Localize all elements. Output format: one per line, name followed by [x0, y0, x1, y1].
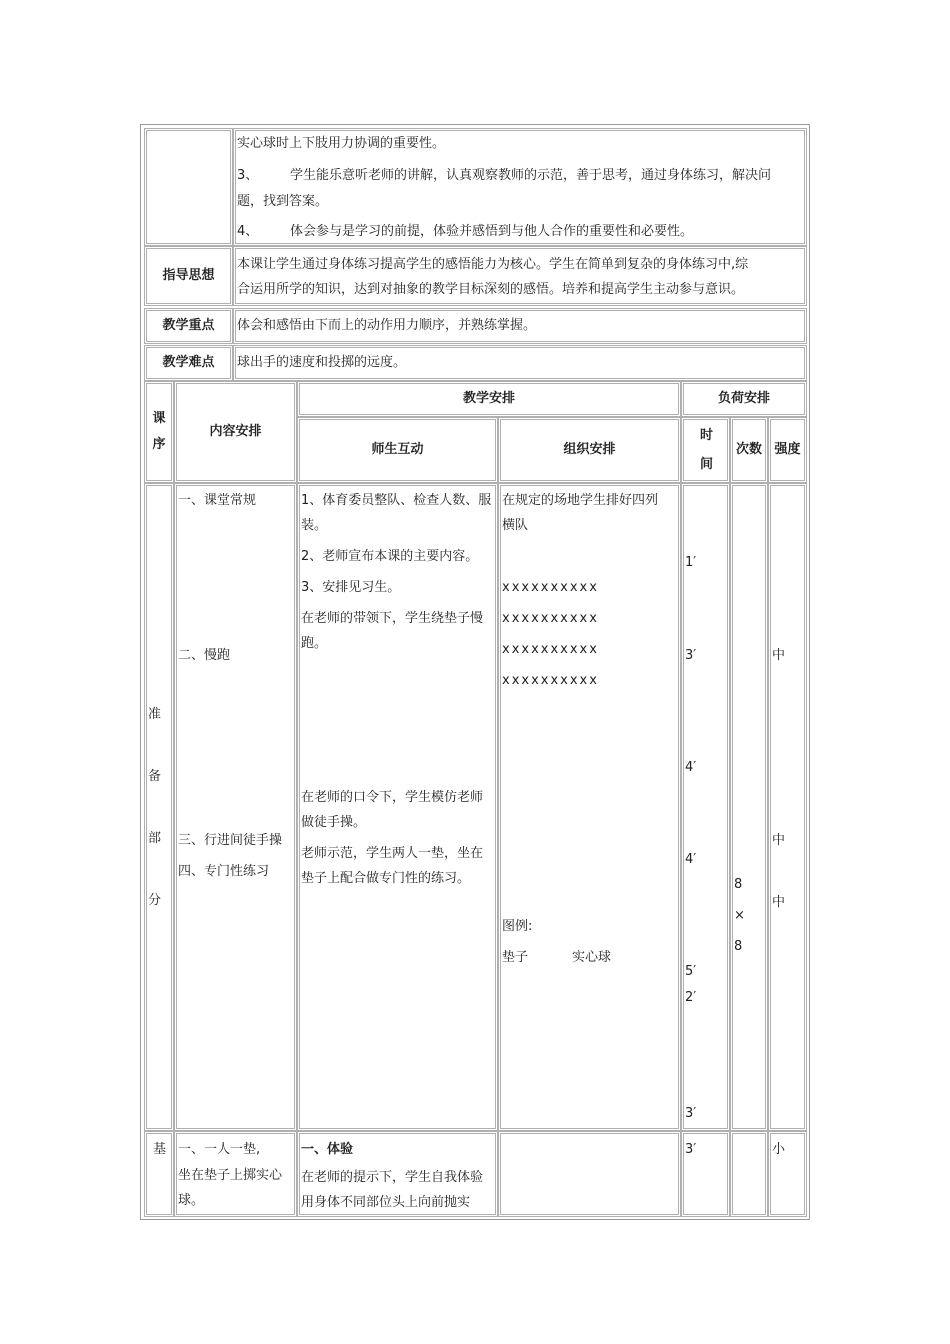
prep-time-7: 3′	[685, 1106, 697, 1121]
difficulty-cell	[233, 345, 807, 381]
prep-interaction-cell	[297, 483, 498, 1131]
prep-time-cell	[681, 483, 730, 1131]
prep-interaction-1b: 装。	[301, 518, 328, 533]
basic-organization-cell	[498, 1131, 681, 1217]
basic-content-2: 坐在垫子上掷实心	[178, 1168, 283, 1183]
prep-interaction-3: 3、安排见习生。	[301, 580, 401, 595]
basic-content-3: 球。	[178, 1193, 205, 1208]
prep-time-5: 5′	[685, 964, 697, 979]
objective-4-number: 4、	[237, 224, 259, 239]
teaching-header: 教学安排	[297, 381, 681, 417]
prep-char-2: 备	[148, 769, 162, 784]
guiding-label: 指导思想	[144, 246, 233, 306]
basic-section-cell	[144, 1131, 174, 1217]
prep-count-1: 8	[734, 877, 743, 892]
objective-3-number: 3、	[237, 168, 259, 183]
lesson-plan-table	[140, 124, 810, 1220]
legend-label: 图例:	[502, 919, 533, 934]
prep-interaction-1a: 1、体育委员整队、检查人数、服	[301, 493, 492, 508]
prep-interaction-2: 2、老师宣布本课的主要内容。	[301, 549, 479, 564]
objective-3-text-cont: 题，找到答案。	[237, 194, 329, 209]
basic-time-1: 3′	[685, 1142, 697, 1157]
prep-interaction-6b: 垫子上配合做专门性的练习。	[301, 871, 471, 886]
legend-ball: 实心球	[572, 950, 612, 965]
time-header	[681, 417, 730, 483]
prep-count-2: ×	[734, 908, 745, 923]
objective-4-text: 体会参与是学习的前提，体验并感悟到与他人合作的重要性和必要性。	[290, 224, 694, 239]
basic-interaction-2: 用身体不同部位头上向前抛实	[301, 1195, 471, 1210]
basic-content-1: 一、一人一垫,	[178, 1142, 261, 1157]
load-header: 负荷安排	[681, 381, 807, 417]
objectives-cell	[233, 128, 807, 246]
prep-char-1: 准	[148, 707, 162, 722]
prep-content-3: 三、行进间徒手操	[178, 833, 283, 848]
key-point-label: 教学重点	[144, 308, 233, 344]
prep-organization-cell	[498, 483, 681, 1131]
prep-content-2: 二、慢跑	[178, 648, 231, 663]
basic-char-1: 基	[153, 1142, 167, 1157]
prep-interaction-5b: 做徒手操。	[301, 815, 367, 830]
key-point-cell	[233, 308, 807, 344]
legend-mat: 垫子	[502, 950, 529, 965]
guiding-line-1: 本课让学生通过身体练习提高学生的感悟能力为核心。学生在简单到复杂的身体练习中,综	[237, 257, 749, 272]
objectives-label-cell	[144, 128, 233, 246]
prep-organization-1a: 在规定的场地学生排好四列	[502, 493, 659, 508]
formation-row-4: xxxxxxxxxx	[502, 673, 599, 688]
basic-time-cell	[681, 1131, 730, 1217]
formation-row-3: xxxxxxxxxx	[502, 642, 599, 657]
prep-intensity-cell	[768, 483, 807, 1131]
prep-intensity-2: 中	[772, 833, 786, 848]
order-header: 课序	[144, 381, 174, 483]
intensity-header: 强度	[768, 417, 807, 483]
count-header: 次数	[730, 417, 768, 483]
prep-interaction-6a: 老师示范，学生两人一垫，坐在	[301, 846, 484, 861]
basic-interaction-title: 一、体验	[301, 1142, 354, 1157]
time-header-1: 时	[700, 428, 714, 443]
basic-count-cell	[730, 1131, 768, 1217]
basic-content-cell	[174, 1131, 297, 1217]
prep-interaction-5a: 在老师的口令下，学生模仿老师	[301, 790, 484, 805]
content-header: 内容安排	[174, 381, 297, 483]
prep-count-cell	[730, 483, 768, 1131]
prep-char-4: 分	[148, 893, 162, 908]
prep-time-1: 1′	[685, 555, 697, 570]
basic-intensity-1: 小	[772, 1142, 786, 1157]
organization-header: 组织安排	[498, 417, 681, 483]
prep-section-cell	[144, 483, 174, 1131]
prep-intensity-1: 中	[772, 648, 786, 663]
difficulty-text: 球出手的速度和投掷的远度。	[237, 355, 407, 370]
basic-interaction-cell	[297, 1131, 498, 1217]
time-header-2: 间	[700, 457, 714, 472]
guiding-line-2: 合运用所学的知识，达到对抽象的教学目标深刻的感悟。培养和提高学生主动参与意识。	[237, 282, 745, 297]
basic-interaction-1: 在老师的提示下，学生自我体验	[301, 1170, 484, 1185]
guiding-cell	[233, 246, 807, 306]
key-point-text: 体会和感悟由下而上的动作用力顺序，并熟练掌握。	[237, 318, 537, 333]
prep-interaction-4a: 在老师的带领下，学生绕垫子慢	[301, 611, 484, 626]
prep-organization-1b: 横队	[502, 518, 529, 533]
interaction-header: 师生互动	[297, 417, 498, 483]
prep-content-4: 四、专门性练习	[178, 864, 270, 879]
prep-time-3: 4′	[685, 760, 697, 775]
difficulty-label: 教学难点	[144, 345, 233, 381]
prep-interaction-4b: 跑。	[301, 636, 328, 651]
prep-char-3: 部	[148, 831, 162, 846]
prep-intensity-3: 中	[772, 895, 786, 910]
prep-content-1: 一、课堂常规	[178, 493, 257, 508]
basic-intensity-cell	[768, 1131, 807, 1217]
formation-row-1: xxxxxxxxxx	[502, 580, 599, 595]
objective-3-text: 学生能乐意听老师的讲解，认真观察教师的示范，善于思考，通过身体练习，解决问	[290, 168, 772, 183]
objectives-line-1: 实心球时上下肢用力协调的重要性。	[237, 136, 446, 151]
prep-time-2: 3′	[685, 648, 697, 663]
prep-time-4: 4′	[685, 852, 697, 867]
prep-time-6: 2′	[685, 990, 697, 1005]
prep-content-cell	[174, 483, 297, 1131]
prep-count-3: 8	[734, 939, 743, 954]
formation-row-2: xxxxxxxxxx	[502, 611, 599, 626]
